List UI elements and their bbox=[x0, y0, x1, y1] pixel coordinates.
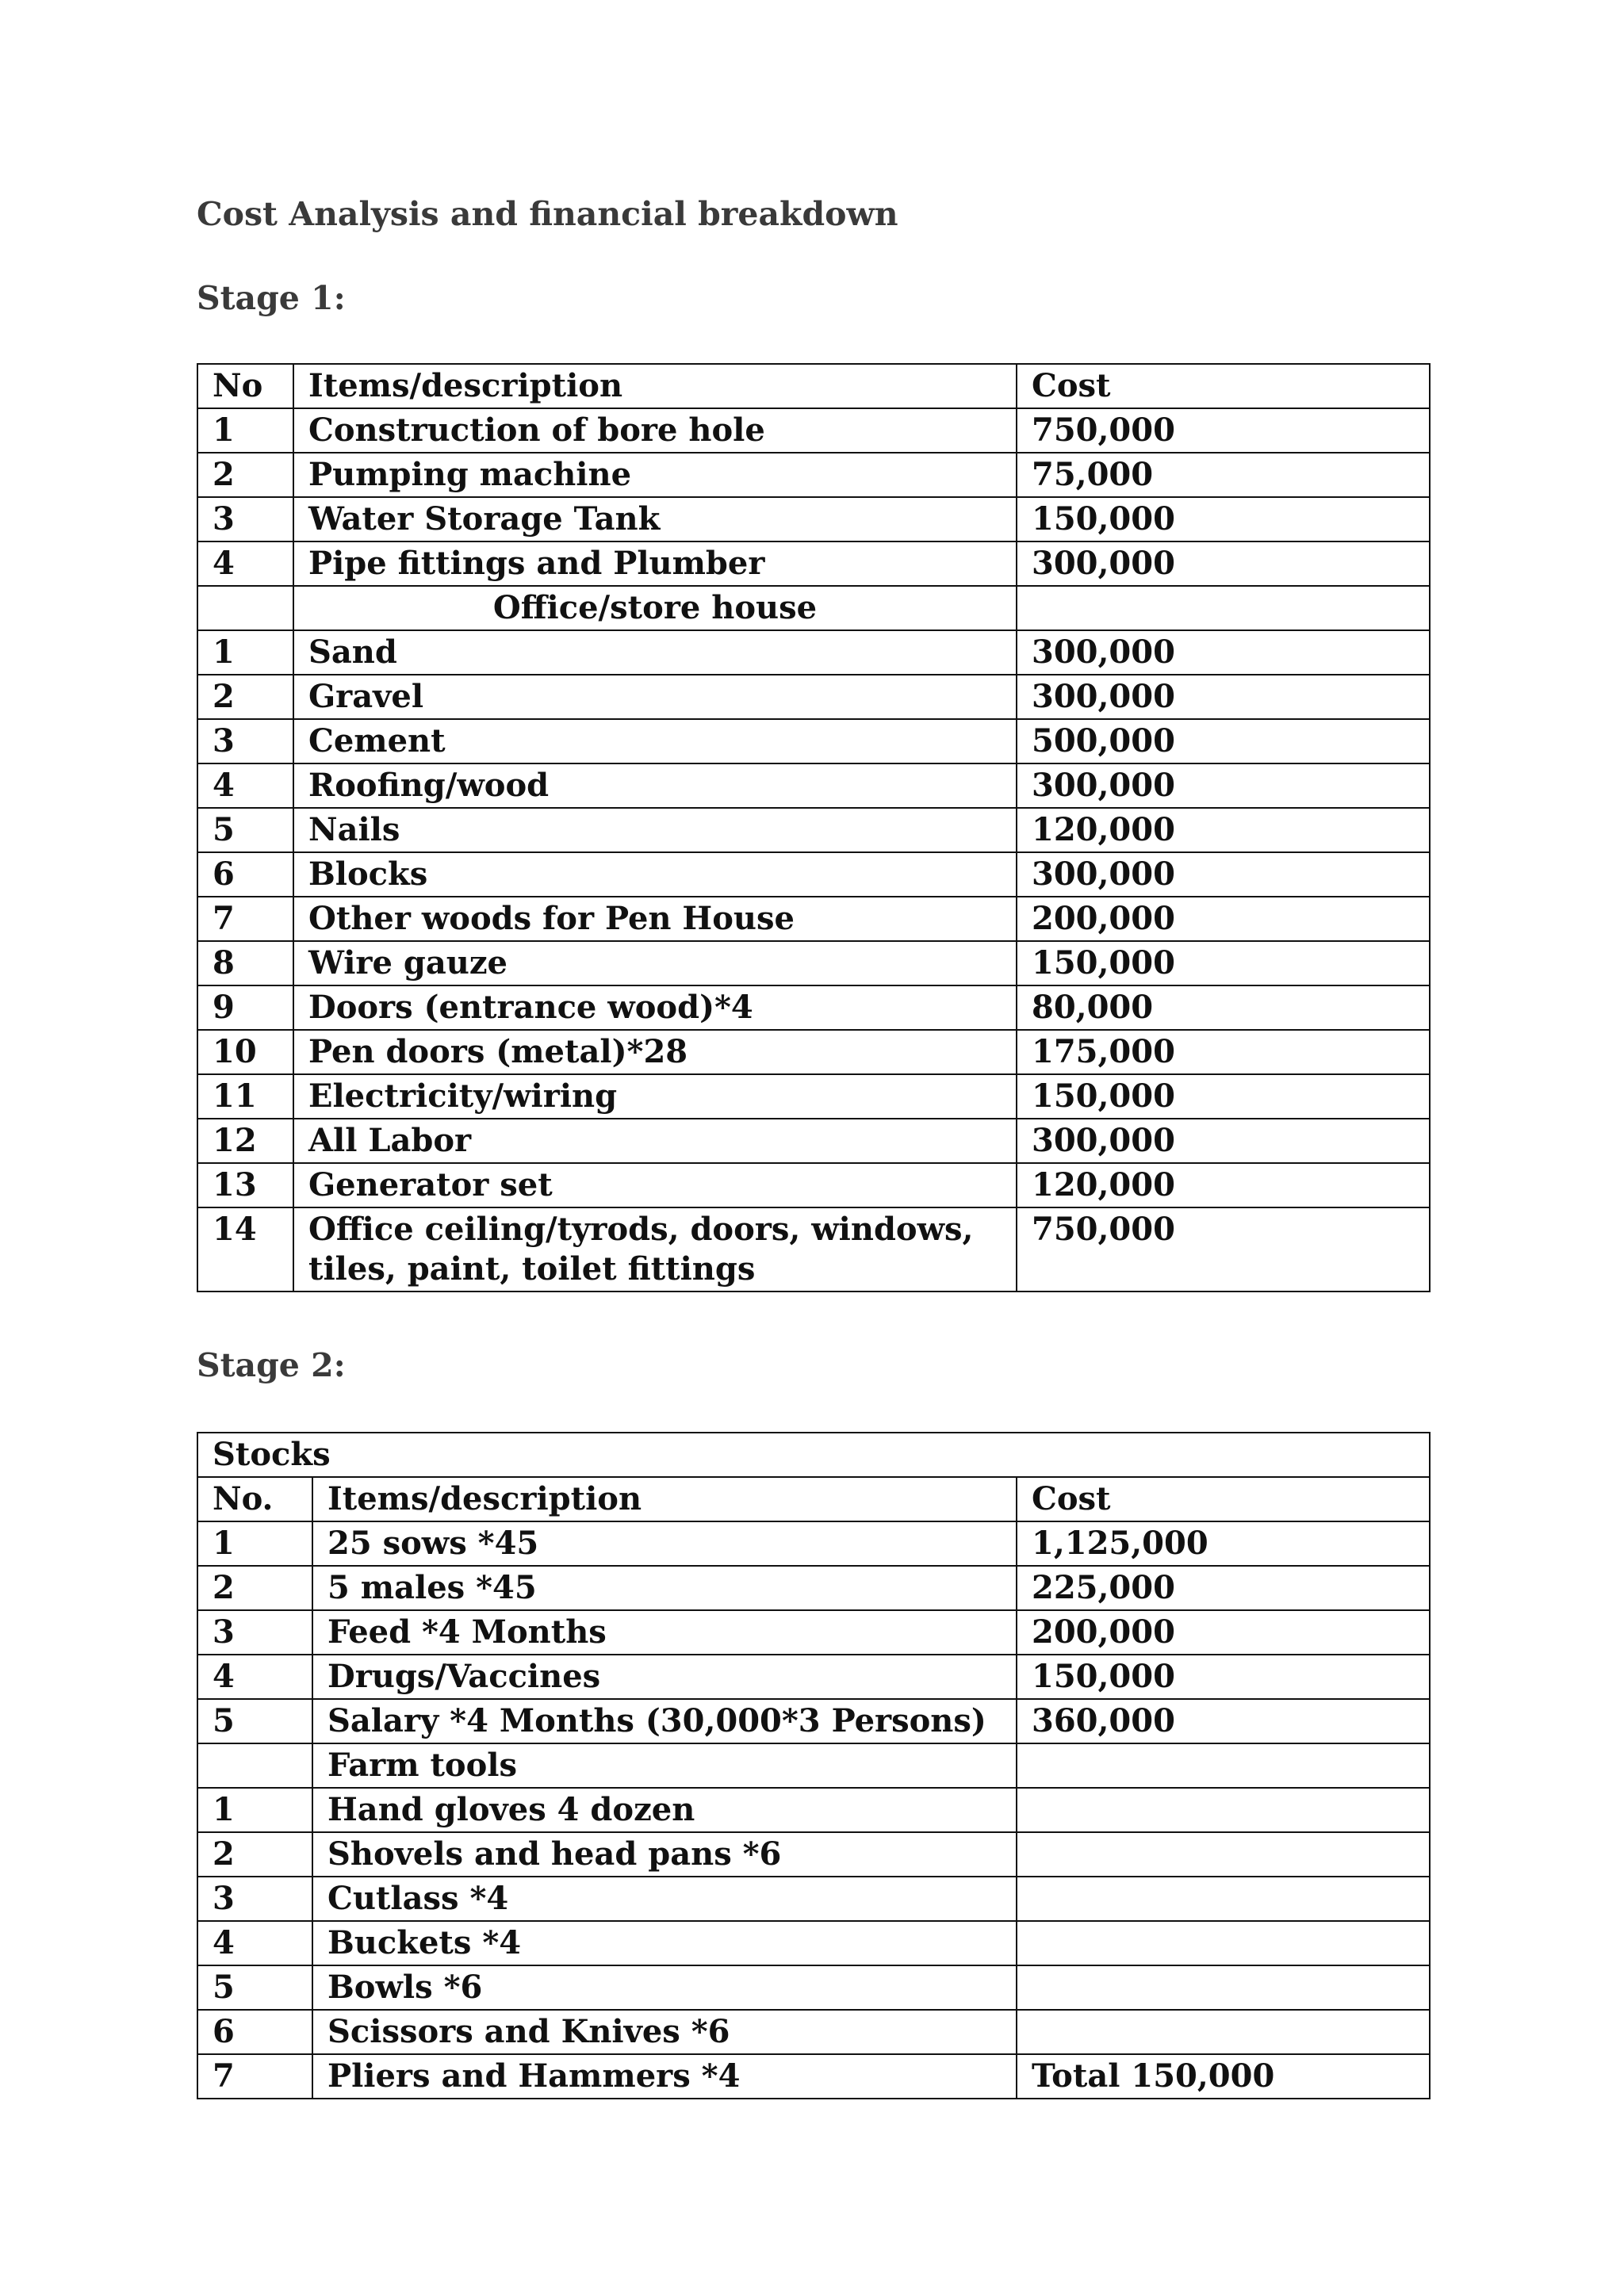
table-row bbox=[197, 2054, 1430, 2099]
row-no: 1 bbox=[197, 408, 293, 453]
row-item: Shovels and head pans *6 bbox=[312, 1832, 1017, 1877]
section-label-farm-tools: Farm tools bbox=[312, 1743, 1017, 1788]
table-row bbox=[197, 1521, 1430, 1566]
header-no: No bbox=[197, 364, 293, 408]
table-row bbox=[197, 941, 1430, 985]
table-row bbox=[197, 985, 1430, 1030]
row-no: 4 bbox=[197, 541, 293, 586]
table-row bbox=[197, 1788, 1430, 1832]
table-row bbox=[197, 497, 1430, 541]
row-item: Office ceiling/tyrods, doors, windows, tiles, paint, toilet fittings bbox=[293, 1207, 1017, 1292]
row-item: Sand bbox=[293, 630, 1017, 675]
row-cost: 300,000 bbox=[1017, 630, 1430, 675]
page-title: Cost Analysis and financial breakdown bbox=[197, 195, 898, 233]
row-cost bbox=[1017, 1921, 1430, 1965]
table-row bbox=[197, 1965, 1430, 2010]
row-cost: 360,000 bbox=[1017, 1699, 1430, 1743]
row-item: Pliers and Hammers *4 bbox=[312, 2054, 1017, 2099]
row-cost: 120,000 bbox=[1017, 808, 1430, 852]
row-cost bbox=[1017, 1877, 1430, 1921]
row-item: 25 sows *45 bbox=[312, 1521, 1017, 1566]
row-no: 6 bbox=[197, 852, 293, 897]
row-item: Feed *4 Months bbox=[312, 1610, 1017, 1655]
row-item: Water Storage Tank bbox=[293, 497, 1017, 541]
row-no: 2 bbox=[197, 675, 293, 719]
row-item: Electricity/wiring bbox=[293, 1074, 1017, 1119]
table-row bbox=[197, 719, 1430, 763]
row-no: 11 bbox=[197, 1074, 293, 1119]
row-no: 1 bbox=[197, 630, 293, 675]
row-no: 5 bbox=[197, 1699, 312, 1743]
header-no: No. bbox=[197, 1477, 312, 1521]
row-item: Salary *4 Months (30,000*3 Persons) bbox=[312, 1699, 1017, 1743]
row-no: 1 bbox=[197, 1521, 312, 1566]
table-row bbox=[197, 1074, 1430, 1119]
table-row bbox=[197, 1699, 1430, 1743]
table-row bbox=[197, 630, 1430, 675]
row-cost bbox=[1017, 1965, 1430, 2010]
stage-1-heading: Stage 1: bbox=[197, 279, 346, 317]
row-no: 2 bbox=[197, 453, 293, 497]
section-cost-empty bbox=[1017, 1743, 1430, 1788]
row-no: 3 bbox=[197, 497, 293, 541]
table-row bbox=[197, 1030, 1430, 1074]
row-item: Cutlass *4 bbox=[312, 1877, 1017, 1921]
table-row bbox=[197, 2010, 1430, 2054]
row-cost: 300,000 bbox=[1017, 541, 1430, 586]
row-cost: 300,000 bbox=[1017, 675, 1430, 719]
row-no: 13 bbox=[197, 1163, 293, 1207]
row-no: 6 bbox=[197, 2010, 312, 2054]
table-title-stocks: Stocks bbox=[197, 1433, 1430, 1477]
row-cost: Total 150,000 bbox=[1017, 2054, 1430, 2099]
row-cost: 150,000 bbox=[1017, 497, 1430, 541]
row-item: Construction of bore hole bbox=[293, 408, 1017, 453]
row-cost: 75,000 bbox=[1017, 453, 1430, 497]
row-no: 2 bbox=[197, 1832, 312, 1877]
row-item: Pen doors (metal)*28 bbox=[293, 1030, 1017, 1074]
row-item: Wire gauze bbox=[293, 941, 1017, 985]
row-no: 7 bbox=[197, 2054, 312, 2099]
section-row bbox=[197, 586, 1430, 630]
row-item: Pipe fittings and Plumber bbox=[293, 541, 1017, 586]
row-item: Blocks bbox=[293, 852, 1017, 897]
header-item: Items/description bbox=[312, 1477, 1017, 1521]
table-row bbox=[197, 1610, 1430, 1655]
row-cost: 150,000 bbox=[1017, 1074, 1430, 1119]
table-row bbox=[197, 675, 1430, 719]
row-cost: 200,000 bbox=[1017, 1610, 1430, 1655]
row-item: All Labor bbox=[293, 1119, 1017, 1163]
row-cost bbox=[1017, 1832, 1430, 1877]
table-row bbox=[197, 1877, 1430, 1921]
row-cost: 750,000 bbox=[1017, 408, 1430, 453]
row-no: 3 bbox=[197, 719, 293, 763]
header-item: Items/description bbox=[293, 364, 1017, 408]
row-no: 5 bbox=[197, 1965, 312, 2010]
row-cost: 500,000 bbox=[1017, 719, 1430, 763]
row-cost: 175,000 bbox=[1017, 1030, 1430, 1074]
table-row bbox=[197, 1921, 1430, 1965]
row-no: 1 bbox=[197, 1788, 312, 1832]
row-cost: 300,000 bbox=[1017, 852, 1430, 897]
row-no: 4 bbox=[197, 1921, 312, 1965]
row-cost: 150,000 bbox=[1017, 1655, 1430, 1699]
table-title-row bbox=[197, 1433, 1430, 1477]
row-item: Cement bbox=[293, 719, 1017, 763]
row-cost: 225,000 bbox=[1017, 1566, 1430, 1610]
section-cost-empty bbox=[1017, 586, 1430, 630]
row-item: Pumping machine bbox=[293, 453, 1017, 497]
section-label-office-store-house: Office/store house bbox=[293, 586, 1017, 630]
table-row bbox=[197, 763, 1430, 808]
row-item: Doors (entrance wood)*4 bbox=[293, 985, 1017, 1030]
table-row bbox=[197, 1566, 1430, 1610]
table-row bbox=[197, 1655, 1430, 1699]
table-row bbox=[197, 852, 1430, 897]
section-no-empty bbox=[197, 1743, 312, 1788]
table-row bbox=[197, 897, 1430, 941]
table-row bbox=[197, 1119, 1430, 1163]
row-no: 14 bbox=[197, 1207, 293, 1292]
row-no: 4 bbox=[197, 763, 293, 808]
row-cost bbox=[1017, 1788, 1430, 1832]
row-no: 7 bbox=[197, 897, 293, 941]
table-row bbox=[197, 1832, 1430, 1877]
row-no: 5 bbox=[197, 808, 293, 852]
row-no: 3 bbox=[197, 1877, 312, 1921]
row-no: 10 bbox=[197, 1030, 293, 1074]
row-no: 4 bbox=[197, 1655, 312, 1699]
stage-1-cost-table bbox=[197, 363, 1431, 1292]
row-no: 3 bbox=[197, 1610, 312, 1655]
row-no: 12 bbox=[197, 1119, 293, 1163]
header-cost: Cost bbox=[1017, 1477, 1430, 1521]
row-no: 8 bbox=[197, 941, 293, 985]
table-row bbox=[197, 453, 1430, 497]
table-row bbox=[197, 408, 1430, 453]
table-row bbox=[197, 1163, 1430, 1207]
table-row bbox=[197, 808, 1430, 852]
row-item: Bowls *6 bbox=[312, 1965, 1017, 2010]
row-cost: 80,000 bbox=[1017, 985, 1430, 1030]
row-cost bbox=[1017, 2010, 1430, 2054]
row-cost: 200,000 bbox=[1017, 897, 1430, 941]
table-row bbox=[197, 1207, 1430, 1292]
row-item: Scissors and Knives *6 bbox=[312, 2010, 1017, 2054]
table-row bbox=[197, 541, 1430, 586]
row-cost: 1,125,000 bbox=[1017, 1521, 1430, 1566]
row-item: 5 males *45 bbox=[312, 1566, 1017, 1610]
row-no: 2 bbox=[197, 1566, 312, 1610]
row-item: Nails bbox=[293, 808, 1017, 852]
row-cost: 300,000 bbox=[1017, 763, 1430, 808]
row-item: Buckets *4 bbox=[312, 1921, 1017, 1965]
section-row bbox=[197, 1743, 1430, 1788]
row-cost: 120,000 bbox=[1017, 1163, 1430, 1207]
row-item: Gravel bbox=[293, 675, 1017, 719]
table-header-row bbox=[197, 364, 1430, 408]
row-no: 9 bbox=[197, 985, 293, 1030]
row-item: Drugs/Vaccines bbox=[312, 1655, 1017, 1699]
section-no-empty bbox=[197, 586, 293, 630]
row-item: Generator set bbox=[293, 1163, 1017, 1207]
stage-2-heading: Stage 2: bbox=[197, 1346, 346, 1384]
row-cost: 300,000 bbox=[1017, 1119, 1430, 1163]
row-item: Other woods for Pen House bbox=[293, 897, 1017, 941]
header-cost: Cost bbox=[1017, 364, 1430, 408]
row-cost: 750,000 bbox=[1017, 1207, 1430, 1292]
row-cost: 150,000 bbox=[1017, 941, 1430, 985]
stage-2-cost-table bbox=[197, 1432, 1431, 2099]
row-item: Hand gloves 4 dozen bbox=[312, 1788, 1017, 1832]
table-header-row bbox=[197, 1477, 1430, 1521]
row-item: Roofing/wood bbox=[293, 763, 1017, 808]
